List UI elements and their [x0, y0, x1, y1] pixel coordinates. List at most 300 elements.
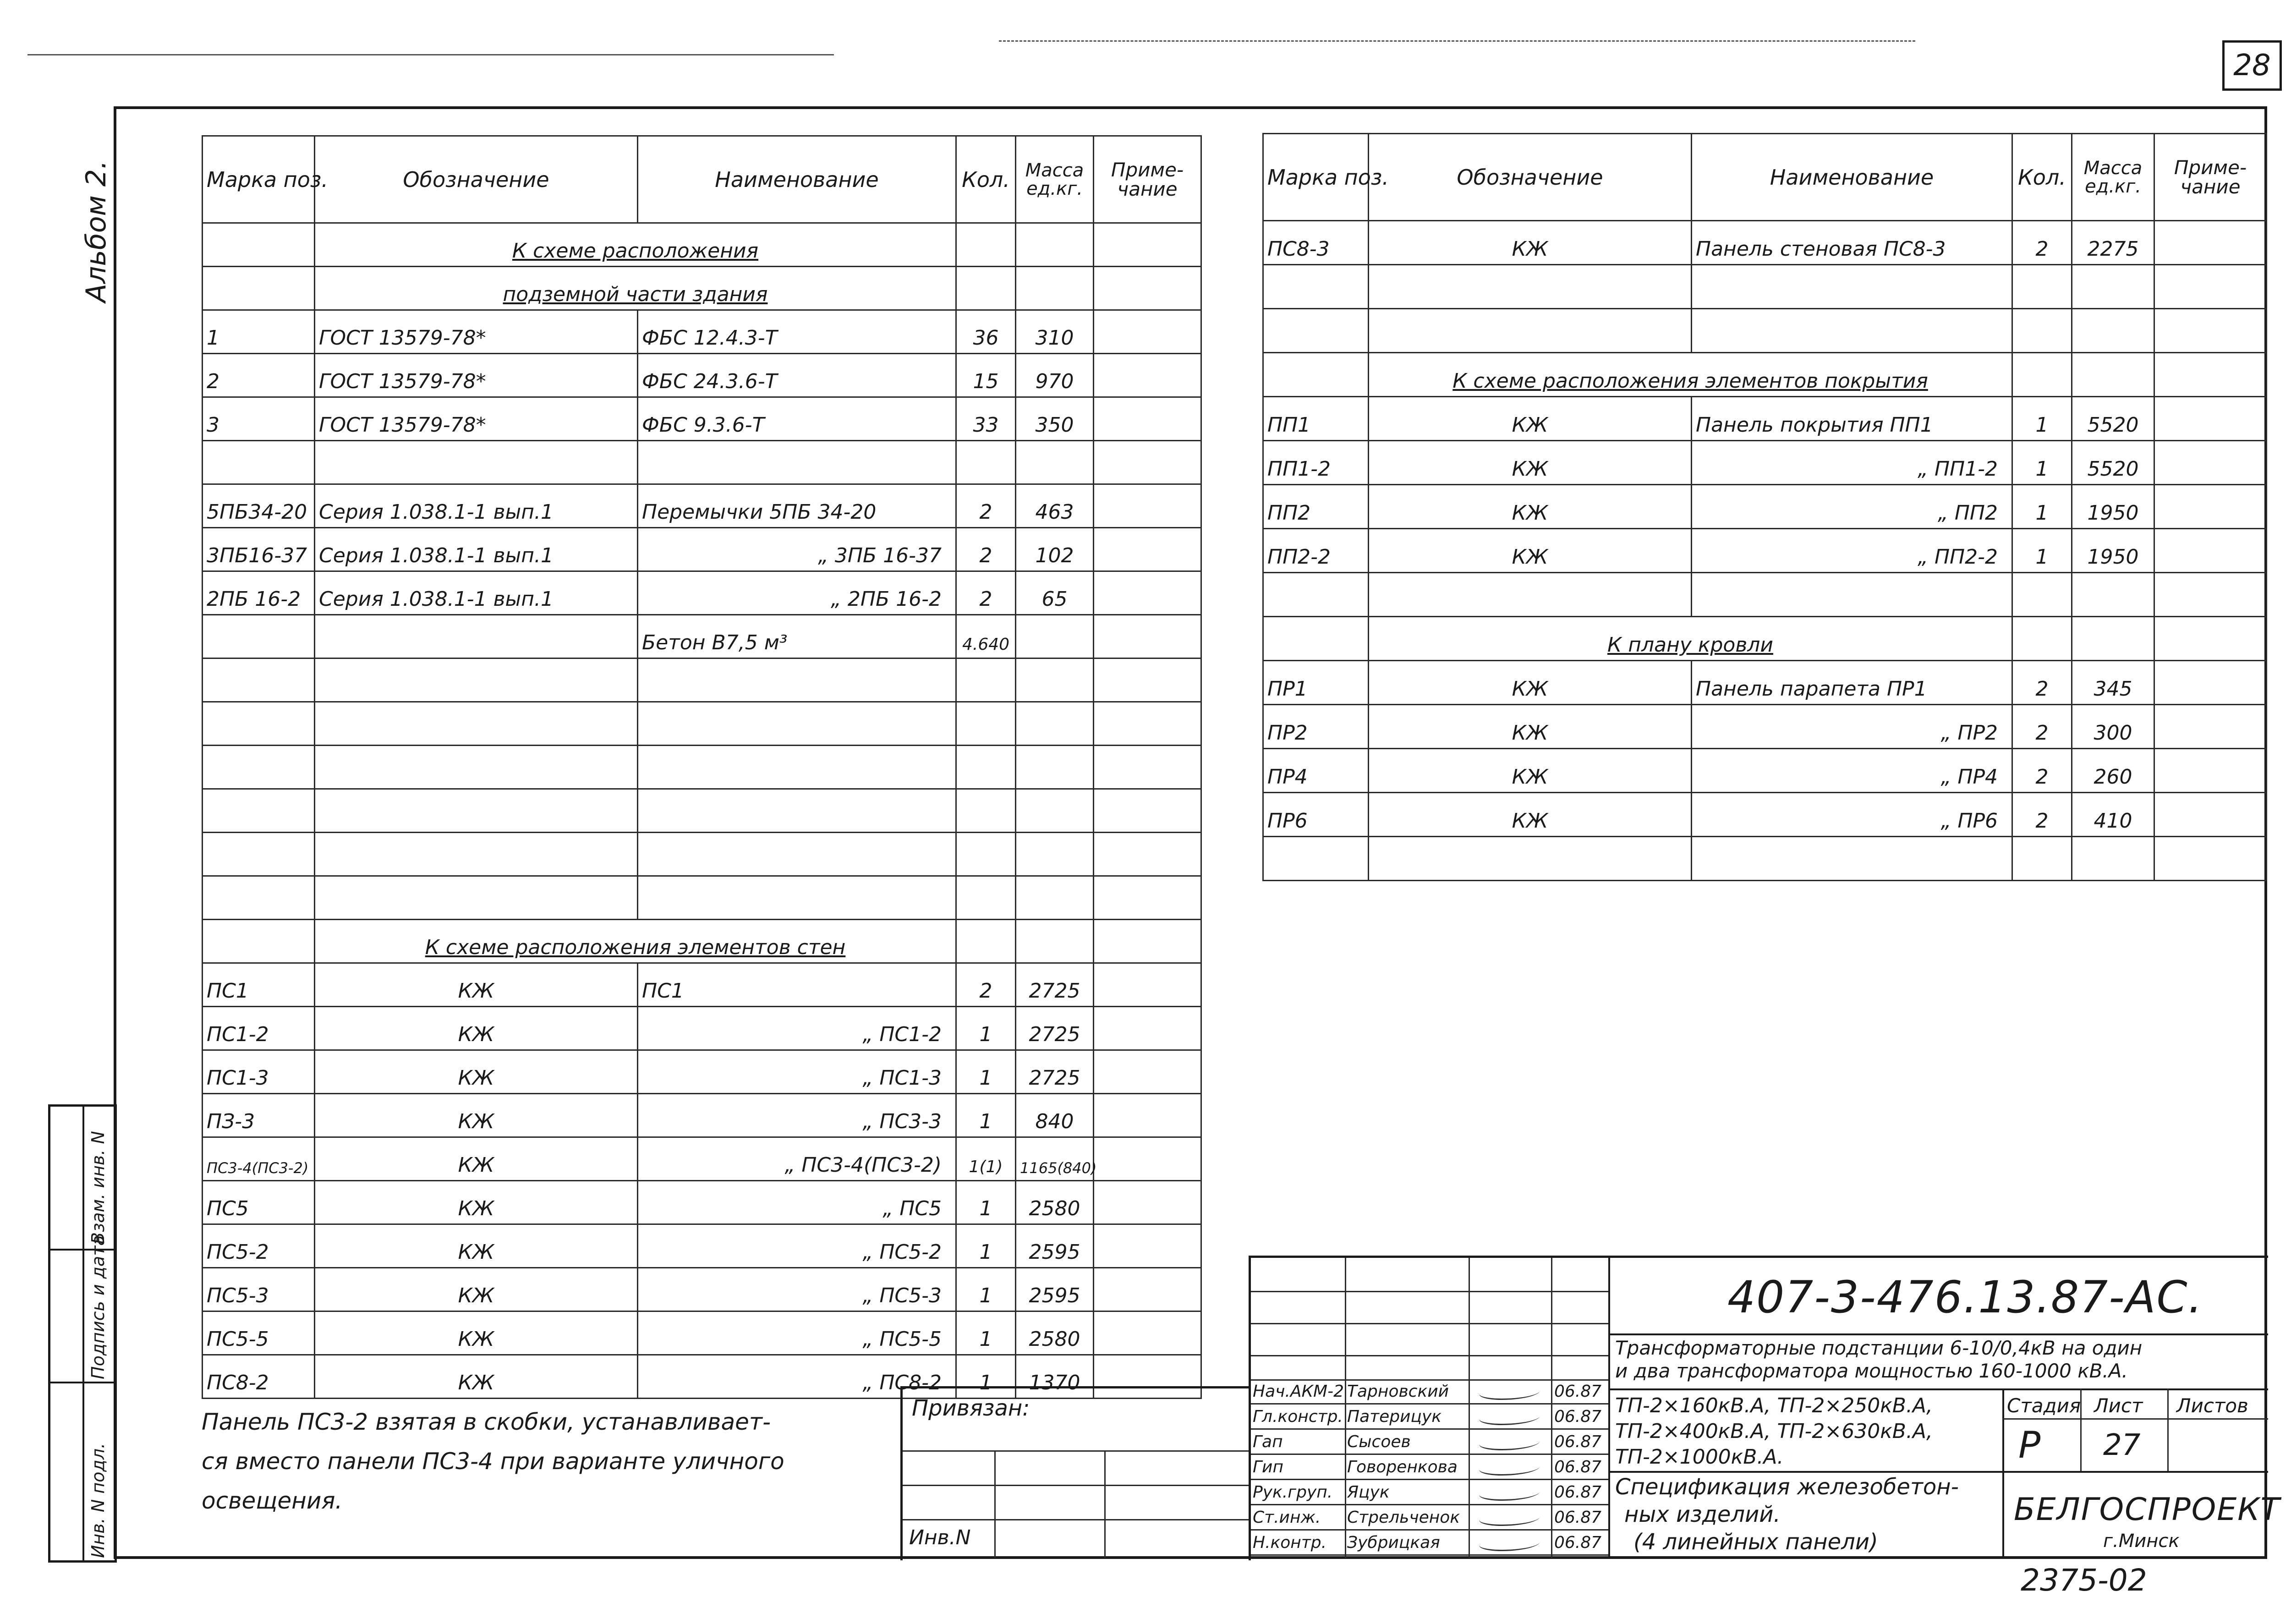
table-row: [203, 441, 1201, 484]
cell-designation: КЖ: [315, 1137, 638, 1181]
cell-empty: [2154, 309, 2267, 353]
section-heading: К плану кровли: [1369, 617, 2012, 661]
cell-empty: [1016, 833, 1094, 876]
cell-mark: ПР4: [1263, 749, 1369, 793]
cell-name: Панель покрытия ПП1: [1692, 397, 2012, 441]
header-mass: Масса ед.кг.: [2072, 134, 2154, 221]
staff-role: Н.контр.: [1253, 1533, 1327, 1552]
cell-empty: [1094, 441, 1201, 484]
section-heading: К схеме расположения элементов покрытия: [1369, 353, 2012, 397]
cell-qty: 1: [956, 1311, 1016, 1355]
cell-mark: ПС3-4(ПС3-2): [203, 1137, 315, 1181]
table-row: [203, 1224, 1201, 1268]
staff-role: Гип: [1253, 1458, 1283, 1476]
table-row: [203, 1007, 1201, 1050]
table-row: [203, 658, 1201, 702]
cell-note: [2154, 793, 2267, 837]
cell-designation: КЖ: [1369, 221, 1692, 265]
cell-empty: [315, 833, 638, 876]
cell-empty: [1016, 876, 1094, 920]
cell-mass: 2275: [2072, 221, 2154, 265]
cell-mark: ПП1-2: [1263, 441, 1369, 485]
header-mass: Масса ед.кг.: [1016, 136, 1094, 223]
sheet-title: [1615, 1473, 1959, 1556]
variant-line: ТП-2×400кВ.А, ТП-2×630кВ.А,: [1615, 1420, 1933, 1443]
cell-empty: [2012, 353, 2072, 397]
cell-empty: [2154, 573, 2267, 617]
staff-date: 06.87: [1554, 1432, 1602, 1451]
cell-qty: 2: [2012, 749, 2072, 793]
cell-empty: [2154, 265, 2267, 309]
signature-icon: [1477, 1435, 1542, 1450]
signature-icon: [1477, 1511, 1542, 1526]
cell-note: [2154, 705, 2267, 749]
cell-mark: ПС5-2: [203, 1224, 315, 1268]
cell-mark: ПС5-5: [203, 1311, 315, 1355]
cell-designation: КЖ: [315, 1094, 638, 1137]
staff-role: Гап: [1253, 1432, 1283, 1451]
table-row: [203, 746, 1201, 789]
cell-empty: [203, 876, 315, 920]
sheet-number-box: [2222, 40, 2282, 91]
signature-icon: [1477, 1410, 1542, 1425]
cell-mass: 1950: [2072, 485, 2154, 529]
cell-empty: [1016, 223, 1094, 267]
staff-name: Тарновский: [1347, 1382, 1449, 1401]
cell-note: [2154, 529, 2267, 573]
binding-label: Привязан:: [912, 1395, 1030, 1421]
cell-mark: ПС1: [203, 963, 315, 1007]
cell-mark: 2ПБ 16-2: [203, 571, 315, 615]
cell-empty: [956, 920, 1016, 963]
cell-note: [1094, 1137, 1201, 1181]
binding-sep: [903, 1450, 1251, 1452]
cell-name: ПС1: [638, 963, 956, 1007]
table-row: [1263, 573, 2267, 617]
cell-empty: [638, 658, 956, 702]
cell-designation: КЖ: [1369, 529, 1692, 573]
cell-empty: [2012, 265, 2072, 309]
table-row: [203, 615, 1201, 658]
cell-empty: [315, 876, 638, 920]
cell-designation: Серия 1.038.1-1 вып.1: [315, 528, 638, 571]
section-heading: подземной части здания: [315, 267, 956, 310]
cell-empty: [2072, 837, 2154, 881]
table-row: [1263, 705, 2267, 749]
cell-empty: [2072, 353, 2154, 397]
cell-name: „ ПС1-3: [638, 1050, 956, 1094]
cell-qty: 2: [2012, 221, 2072, 265]
cell-designation: КЖ: [315, 1224, 638, 1268]
cell-empty: [1016, 789, 1094, 833]
table-row: [203, 963, 1201, 1007]
cell-name: „ ПП2: [1692, 485, 2012, 529]
cell-mass: 65: [1016, 571, 1094, 615]
cell-empty: [1094, 746, 1201, 789]
drawing-code: 407-3-476.13.87-АС.: [1727, 1272, 2203, 1323]
table-row: [203, 876, 1201, 920]
header-note: Приме-чание: [1094, 136, 1201, 223]
staff-name: Яцук: [1347, 1483, 1390, 1502]
cell-qty: 2: [956, 528, 1016, 571]
cell-empty: [1094, 789, 1201, 833]
cell-mark: [1263, 617, 1369, 661]
cell-note: [1094, 615, 1201, 658]
stage-value: Р: [2018, 1424, 2041, 1466]
inv-label: Инв.N: [909, 1526, 971, 1549]
table-row: [1263, 353, 2267, 397]
table-row: [1263, 617, 2267, 661]
side-stamp-divider: [82, 1107, 84, 1560]
cell-mass: 5520: [2072, 441, 2154, 485]
cell-empty: [315, 441, 638, 484]
cell-qty: 2: [956, 484, 1016, 528]
cell-empty: [1263, 309, 1369, 353]
cell-qty: 1: [956, 1050, 1016, 1094]
cell-empty: [2072, 617, 2154, 661]
signature-icon: [1477, 1536, 1542, 1551]
cell-empty: [315, 746, 638, 789]
cell-empty: [1016, 746, 1094, 789]
staff-row: [1251, 1505, 1608, 1531]
cell-mass: 970: [1016, 354, 1094, 397]
staff-name: Стрельченок: [1347, 1508, 1460, 1527]
cell-mark: [203, 920, 315, 963]
cell-name: „ ПС5: [638, 1181, 956, 1224]
header-qty: Кол.: [956, 136, 1016, 223]
cell-empty: [1369, 309, 1692, 353]
left-spec-table: [202, 135, 1202, 1399]
cell-qty: 2: [2012, 793, 2072, 837]
sheet-value: 27: [2103, 1428, 2141, 1462]
cell-empty: [1016, 267, 1094, 310]
cell-note: [2154, 749, 2267, 793]
cell-empty: [2012, 573, 2072, 617]
cell-empty: [2072, 309, 2154, 353]
cell-note: [2154, 397, 2267, 441]
cell-name: Панель парапета ПР1: [1692, 661, 2012, 705]
right-table-header: [1263, 134, 2267, 221]
organization: БЕЛГОСПРОЕКТ: [2014, 1492, 2281, 1528]
cell-designation: КЖ: [315, 1355, 638, 1399]
staff-date: 06.87: [1554, 1508, 1602, 1527]
table-row: [203, 397, 1201, 441]
cell-designation: Серия 1.038.1-1 вып.1: [315, 571, 638, 615]
cell-mass: 300: [2072, 705, 2154, 749]
cell-empty: [1094, 833, 1201, 876]
cell-empty: [1094, 920, 1201, 963]
cell-empty: [2072, 265, 2154, 309]
staff-name: Говоренкова: [1347, 1458, 1458, 1476]
cell-empty: [315, 702, 638, 746]
cell-mark: ПР1: [1263, 661, 1369, 705]
cell-mark: 2: [203, 354, 315, 397]
staff-row: [1251, 1379, 1608, 1405]
cell-empty: [1094, 267, 1201, 310]
cell-empty: [2154, 353, 2267, 397]
cell-name: „ ПС5-2: [638, 1224, 956, 1268]
table-row: [203, 702, 1201, 746]
cell-empty: [1369, 837, 1692, 881]
cell-empty: [956, 223, 1016, 267]
cell-empty: [638, 746, 956, 789]
table-row: [1263, 529, 2267, 573]
cell-mass: 350: [1016, 397, 1094, 441]
cell-mark: ПС1-3: [203, 1050, 315, 1094]
cell-empty: [638, 441, 956, 484]
cell-mark: 3: [203, 397, 315, 441]
cell-designation: КЖ: [315, 963, 638, 1007]
cell-name: Панель стеновая ПС8-3: [1692, 221, 2012, 265]
cell-name: „ ПС1-2: [638, 1007, 956, 1050]
cell-note: [2154, 485, 2267, 529]
cell-note: [2154, 441, 2267, 485]
variants: [1615, 1393, 1933, 1470]
cell-empty: [956, 746, 1016, 789]
section-heading: К схеме расположения: [315, 223, 956, 267]
left-table-header: [203, 136, 1201, 223]
side-stamp-replace-label: Взам. инв. N: [88, 1131, 108, 1244]
cell-empty: [956, 876, 1016, 920]
cell-note: [1094, 1050, 1201, 1094]
table-row: [1263, 661, 2267, 705]
cell-name: ФБС 9.3.6-Т: [638, 397, 956, 441]
table-row: [203, 1094, 1201, 1137]
cell-empty: [2154, 837, 2267, 881]
cell-qty: 2: [956, 571, 1016, 615]
cell-designation: КЖ: [1369, 749, 1692, 793]
cell-empty: [1369, 265, 1692, 309]
cell-empty: [638, 833, 956, 876]
cell-qty: 1: [956, 1268, 1016, 1311]
cell-empty: [956, 441, 1016, 484]
cell-mass: 410: [2072, 793, 2154, 837]
sheet-number: 28: [2233, 49, 2271, 82]
cell-qty: 2: [956, 963, 1016, 1007]
cell-qty: 1: [2012, 529, 2072, 573]
cell-qty: 36: [956, 310, 1016, 354]
binding-sep: [903, 1485, 1251, 1486]
table-row: [1263, 441, 2267, 485]
staff-grid: [1251, 1258, 1608, 1558]
cell-note: [1094, 963, 1201, 1007]
cell-designation: [315, 615, 638, 658]
cell-empty: [638, 702, 956, 746]
cell-empty: [1692, 265, 2012, 309]
cell-empty: [1094, 702, 1201, 746]
cell-mark: 1: [203, 310, 315, 354]
note-line: Панель ПС3-2 взятая в скобки, устанавливает-: [202, 1409, 771, 1435]
cell-designation: ГОСТ 13579-78*: [315, 397, 638, 441]
table-row: [1263, 397, 2267, 441]
cell-mark: [203, 267, 315, 310]
table-row: [203, 1181, 1201, 1224]
cell-qty: 15: [956, 354, 1016, 397]
cell-name: Перемычки 5ПБ 34-20: [638, 484, 956, 528]
cell-mark: ПС5: [203, 1181, 315, 1224]
cell-name: „ ПП1-2: [1692, 441, 2012, 485]
cell-empty: [1263, 837, 1369, 881]
cell-note: [1094, 484, 1201, 528]
cell-empty: [1369, 573, 1692, 617]
table-row: [203, 267, 1201, 310]
cell-qty: 1: [956, 1094, 1016, 1137]
top-trace-line: [27, 54, 834, 55]
cell-mark: [1263, 353, 1369, 397]
cell-mark: 5ПБ34-20: [203, 484, 315, 528]
cell-name: „ ПС3-3: [638, 1094, 956, 1137]
cell-name: „ ПР2: [1692, 705, 2012, 749]
cell-mass: 2595: [1016, 1224, 1094, 1268]
stage-header: Стадия: [2007, 1394, 2081, 1417]
cell-note: [1094, 354, 1201, 397]
cell-empty: [956, 833, 1016, 876]
cell-empty: [203, 441, 315, 484]
cell-designation: Серия 1.038.1-1 вып.1: [315, 484, 638, 528]
cell-name: „ ПС5-3: [638, 1268, 956, 1311]
archive-number: 2375-02: [2021, 1563, 2147, 1598]
cell-name: „ ПР6: [1692, 793, 2012, 837]
cell-designation: КЖ: [315, 1181, 638, 1224]
cell-name: „ ПС8-2: [638, 1355, 956, 1399]
note-block: [202, 1402, 889, 1520]
table-row: [1263, 309, 2267, 353]
cell-designation: КЖ: [1369, 793, 1692, 837]
cell-mass: 102: [1016, 528, 1094, 571]
staff-role: Ст.инж.: [1253, 1508, 1321, 1527]
binding-col: [994, 1450, 996, 1558]
cell-mark: ПС1-2: [203, 1007, 315, 1050]
sheet-header: Лист: [2094, 1394, 2143, 1417]
cell-note: [2154, 661, 2267, 705]
cell-empty: [638, 789, 956, 833]
staff-row: [1251, 1455, 1608, 1480]
cell-empty: [1016, 920, 1094, 963]
cell-mass: 310: [1016, 310, 1094, 354]
cell-designation: КЖ: [315, 1311, 638, 1355]
cell-designation: КЖ: [1369, 441, 1692, 485]
side-stamp-inv-label: Инв. N подл.: [88, 1443, 108, 1558]
sheets-header: Листов: [2176, 1394, 2248, 1417]
staff-date: 06.87: [1554, 1533, 1602, 1552]
staff-role: Нач.АКМ-2: [1253, 1382, 1344, 1401]
cell-name: „ ПР4: [1692, 749, 2012, 793]
album-label: Альбом 2.: [80, 160, 112, 302]
staff-name: Патерицук: [1347, 1407, 1442, 1426]
cell-mark: 3ПБ16-37: [203, 528, 315, 571]
table-row: [203, 789, 1201, 833]
section-heading: К схеме расположения элементов стен: [315, 920, 956, 963]
cell-note: [1094, 1224, 1201, 1268]
staff-date: 06.87: [1554, 1407, 1602, 1426]
table-row: [203, 484, 1201, 528]
cell-empty: [315, 789, 638, 833]
staff-row: [1251, 1430, 1608, 1455]
staff-name: Сысоев: [1347, 1432, 1411, 1451]
signature-icon: [1477, 1486, 1542, 1501]
cell-empty: [203, 789, 315, 833]
table-row: [203, 223, 1201, 267]
cell-mass: 2725: [1016, 1007, 1094, 1050]
table-row: [203, 1268, 1201, 1311]
cell-designation: КЖ: [1369, 485, 1692, 529]
cell-note: [1094, 397, 1201, 441]
table-row: [203, 571, 1201, 615]
cell-empty: [1094, 876, 1201, 920]
cell-qty: 33: [956, 397, 1016, 441]
table-row: [1263, 265, 2267, 309]
cell-qty: 1: [956, 1355, 1016, 1399]
staff-name: Зубрицкая: [1347, 1533, 1440, 1552]
cell-mass: [1016, 615, 1094, 658]
sheet-title-line: ных изделий.: [1624, 1502, 1781, 1527]
table-row: [203, 1311, 1201, 1355]
cell-empty: [203, 746, 315, 789]
table-row: [1263, 485, 2267, 529]
cell-mark: ПП1: [1263, 397, 1369, 441]
cell-empty: [2154, 617, 2267, 661]
cell-empty: [1263, 265, 1369, 309]
cell-mass: 2725: [1016, 963, 1094, 1007]
cell-name: „ ПС5-5: [638, 1311, 956, 1355]
cell-empty: [1016, 658, 1094, 702]
cell-qty: 2: [2012, 705, 2072, 749]
cell-name: „ ПП2-2: [1692, 529, 2012, 573]
binding-box: [900, 1386, 1251, 1560]
cell-note: [1094, 1094, 1201, 1137]
cell-mass: 260: [2072, 749, 2154, 793]
header-designation: Обозначение: [315, 136, 638, 223]
cell-qty: 1: [2012, 485, 2072, 529]
sheet-title-line: Спецификация железобетон-: [1615, 1474, 1959, 1500]
staff-date: 06.87: [1554, 1483, 1602, 1502]
signature-icon: [1477, 1460, 1542, 1476]
table-row: [203, 833, 1201, 876]
project-title-line: и два трансформатора мощностью 160-1000 кВ.А.: [1615, 1360, 2128, 1382]
cell-name: „ 3ПБ 16-37: [638, 528, 956, 571]
cell-mark: ПП2-2: [1263, 529, 1369, 573]
cell-name: „ 2ПБ 16-2: [638, 571, 956, 615]
cell-designation: ГОСТ 13579-78*: [315, 310, 638, 354]
cell-mark: ПС8-3: [1263, 221, 1369, 265]
cell-mark: [203, 615, 315, 658]
binding-col: [1104, 1450, 1106, 1558]
cell-designation: КЖ: [315, 1007, 638, 1050]
cell-empty: [1016, 441, 1094, 484]
variant-line: ТП-2×160кВ.А, ТП-2×250кВ.А,: [1615, 1394, 1933, 1417]
title-block: [1249, 1256, 2281, 1560]
cell-empty: [203, 833, 315, 876]
cell-empty: [2012, 309, 2072, 353]
table-row: [203, 528, 1201, 571]
cell-note: [1094, 1007, 1201, 1050]
cell-qty: 1(1): [956, 1137, 1016, 1181]
cell-note: [1094, 1181, 1201, 1224]
top-trace-line-right: [999, 40, 1915, 42]
header-mark: Марка поз.: [1263, 134, 1369, 221]
cell-qty: 2: [2012, 661, 2072, 705]
cell-mark: ПС5-3: [203, 1268, 315, 1311]
cell-empty: [2012, 617, 2072, 661]
cell-empty: [956, 267, 1016, 310]
right-table-body: [1263, 221, 2267, 881]
cell-name: ФБС 24.3.6-Т: [638, 354, 956, 397]
cell-empty: [1263, 573, 1369, 617]
cell-mass: 2580: [1016, 1311, 1094, 1355]
cell-name: Бетон В7,5 м³: [638, 615, 956, 658]
binding-sep: [903, 1519, 1251, 1520]
table-row: [1263, 221, 2267, 265]
